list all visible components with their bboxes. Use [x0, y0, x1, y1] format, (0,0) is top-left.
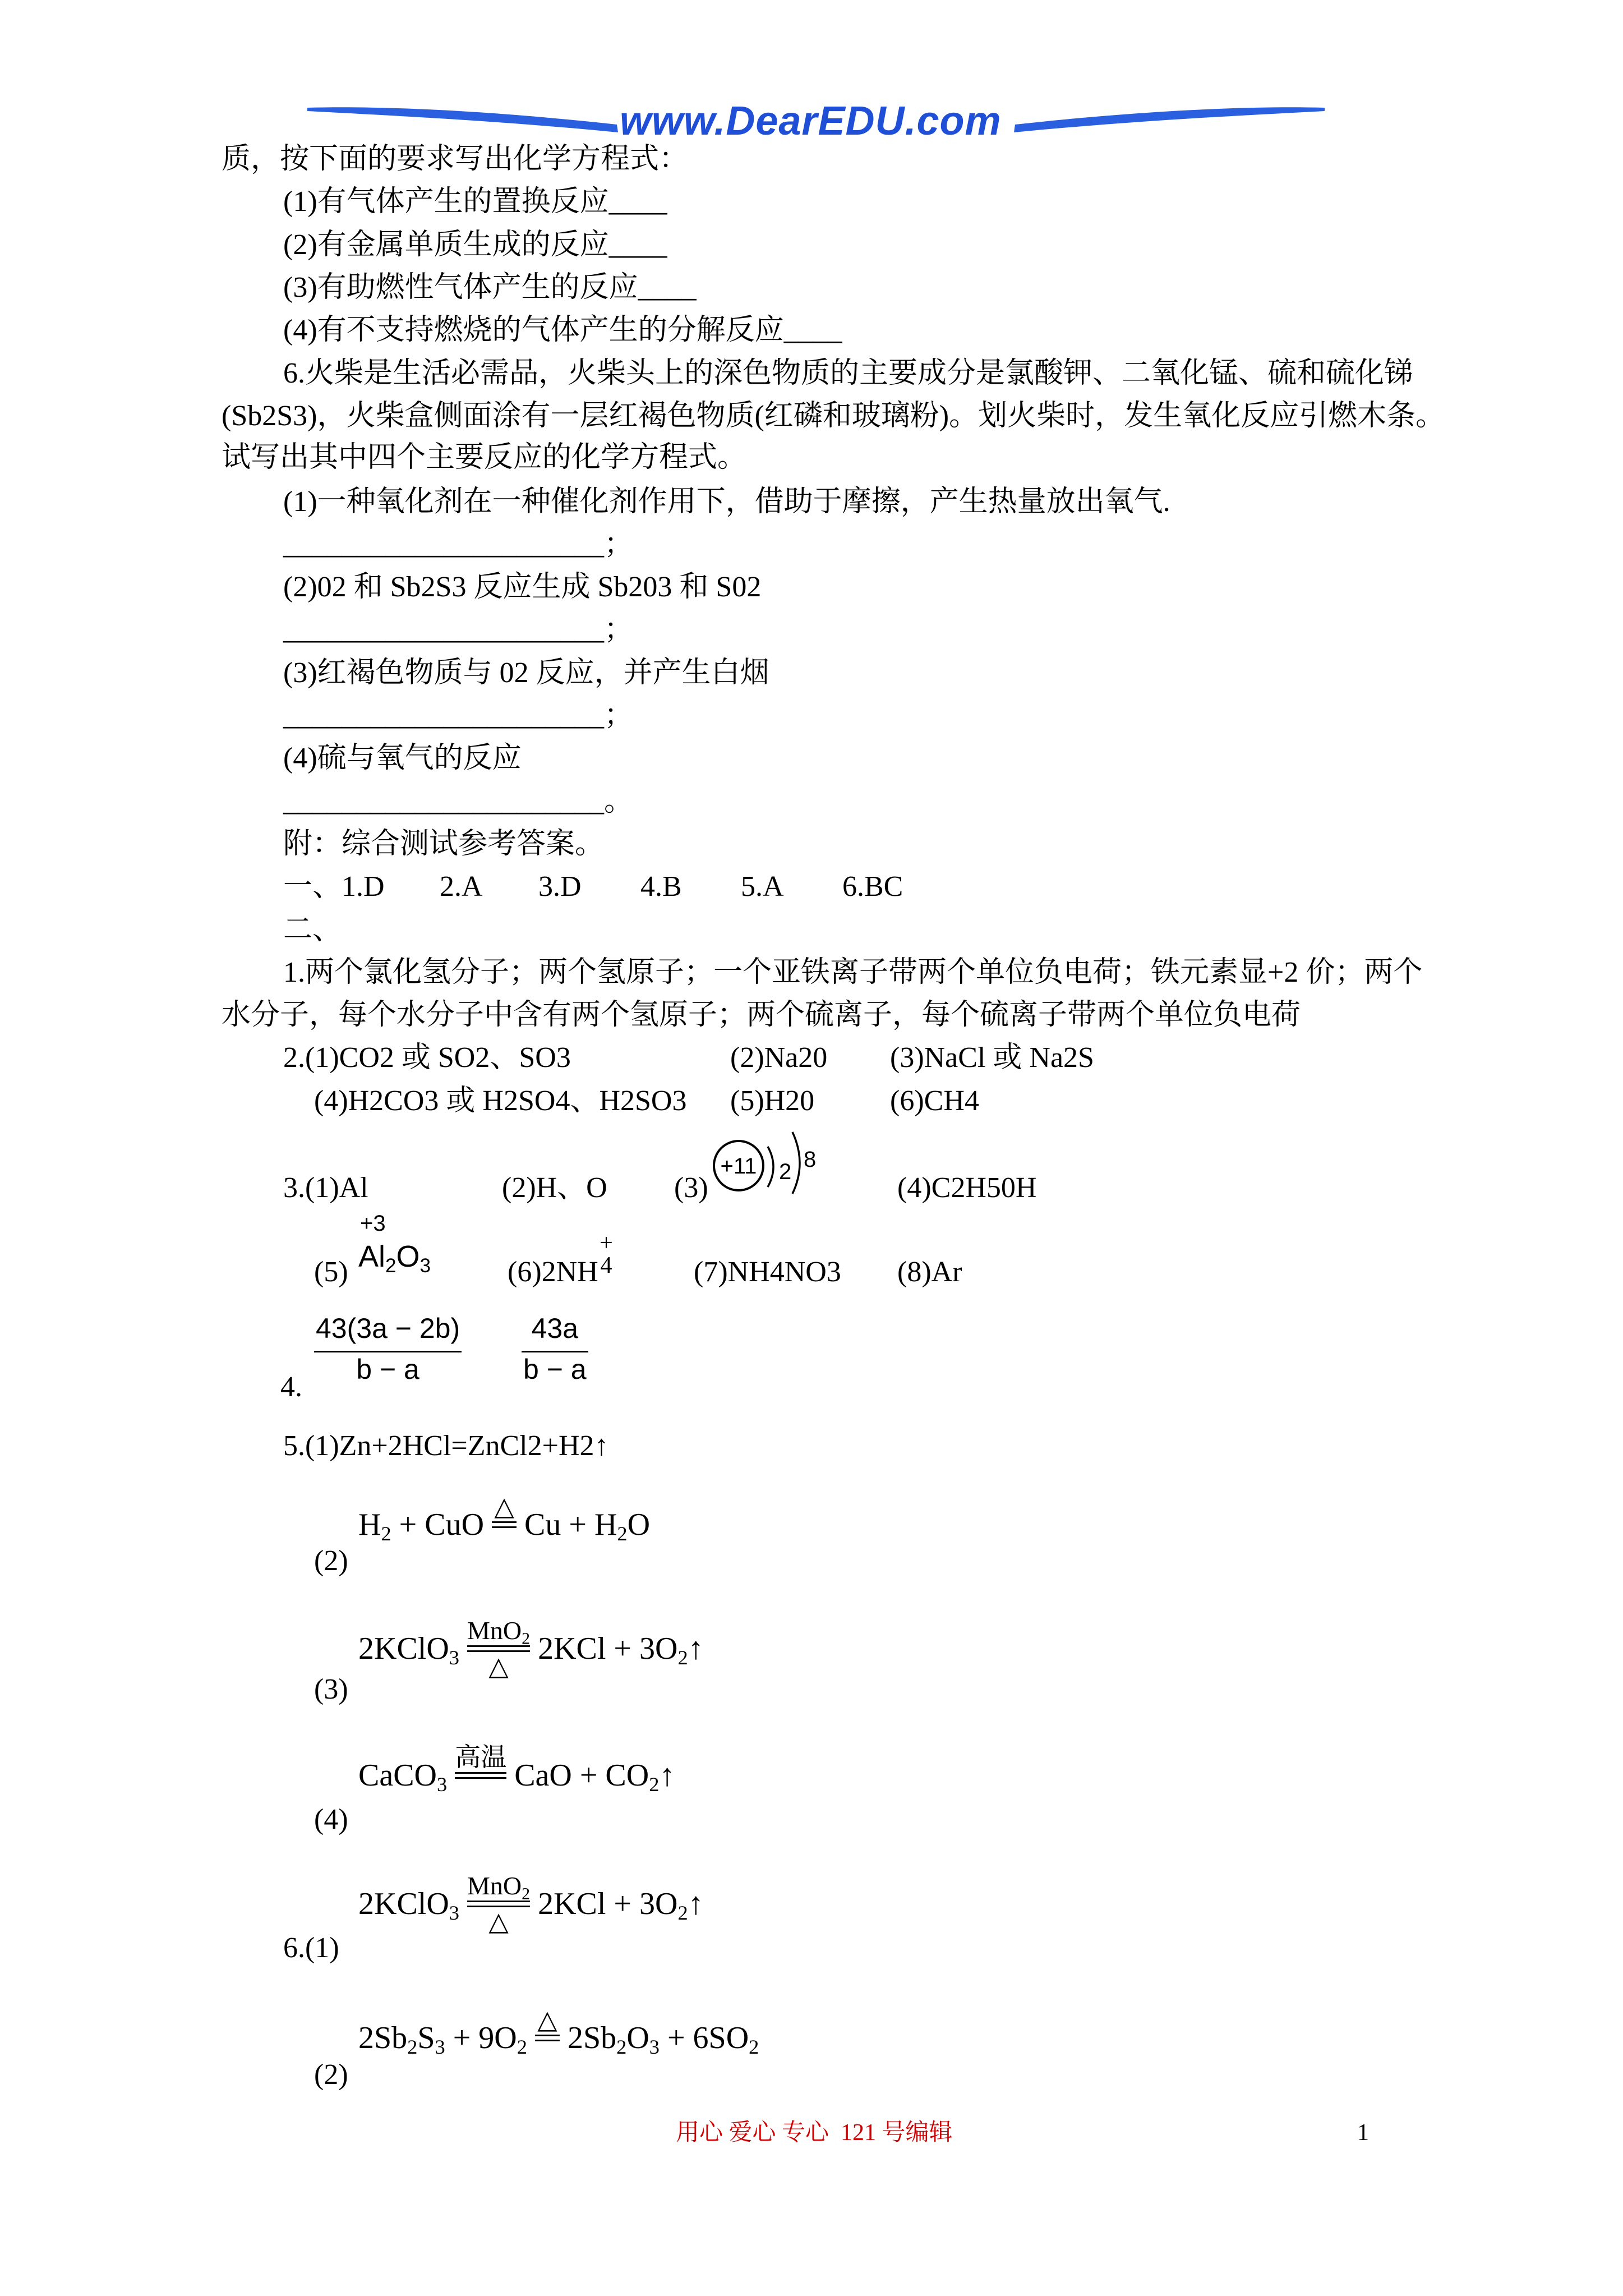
- equation-label: (3): [314, 1673, 348, 1705]
- equation-label: 6.(1): [283, 1932, 339, 1964]
- formula-text: H: [358, 1507, 381, 1542]
- formula-subscript: 2: [517, 2036, 527, 2059]
- formula-text: O: [626, 2021, 649, 2055]
- formula-subscript: 2: [616, 2036, 627, 2059]
- answer-2-item: (5)H20: [730, 1085, 815, 1117]
- formula-subscript: 2: [522, 1884, 531, 1903]
- answer-2-item: 2.(1)CO2 或 SO2、SO3: [283, 1042, 571, 1074]
- equation-label: (4): [314, 1803, 348, 1835]
- condition-top: [467, 1871, 530, 1901]
- chemical-equation: [358, 1491, 650, 1558]
- equals-bar: [492, 1521, 517, 1528]
- formula-text: ↑: [659, 1758, 675, 1793]
- formula-text: O: [627, 1507, 651, 1542]
- q6-part-prompt: (1)一种氧化剂在一种催化剂作用下，借助于摩擦，产生热量放出氧气.: [283, 486, 1170, 518]
- formula-subscript: 2: [385, 1254, 396, 1277]
- q5-item: (1)有气体产生的置换反应____: [283, 186, 667, 218]
- formula-text: △: [494, 1492, 514, 1521]
- equals-bar: [535, 2035, 560, 2041]
- formula-subscript: 3: [419, 1254, 431, 1277]
- answer-3-item: (4)C2H50H: [897, 1172, 1037, 1204]
- part1-answer: 6.BC: [842, 871, 903, 903]
- reaction-condition: [453, 1743, 509, 1808]
- q6-stem-line: 6.火柴是生活必需品，火柴头上的深色物质的主要成分是氯酸钾、二氧化锰、硫和硫化锑: [283, 357, 1414, 389]
- reaction-condition: [533, 2005, 562, 2070]
- formula-text: 2KClO: [358, 1631, 449, 1666]
- formula-subscript: 2: [677, 1902, 688, 1925]
- formula-subscript: 2: [617, 1522, 628, 1545]
- formula-text: MnO: [467, 1616, 522, 1645]
- equation-reactants: [358, 1631, 459, 1667]
- q6-answer-blank: ______________________；: [283, 528, 634, 560]
- answer-4-label: 4.: [280, 1371, 302, 1403]
- formula-text: CaO + CO: [514, 1758, 649, 1793]
- part1-answer: 4.B: [640, 871, 682, 903]
- formula-subscript: 2: [677, 1646, 688, 1669]
- equation-label: (2): [314, 2059, 348, 2091]
- formula-text: + CuO: [391, 1507, 485, 1542]
- reaction-condition: [490, 1492, 519, 1557]
- part2-title: 二、: [283, 914, 342, 946]
- chemical-equation: [358, 2004, 759, 2072]
- formula-subscript: 2: [749, 2036, 759, 2059]
- equation-reactants: [358, 1507, 484, 1543]
- part1-answer: 一、1.D: [283, 871, 385, 903]
- equation-reactants: [358, 2020, 527, 2059]
- equation-products: [567, 2020, 759, 2059]
- left-swoosh: [307, 107, 618, 132]
- formula-text: △: [488, 1652, 509, 1681]
- part1-answer: 5.A: [741, 871, 784, 903]
- ion-subscript: 4: [600, 1253, 612, 1278]
- part1-answer: 2.A: [440, 871, 483, 903]
- answer-3-item: 3.(1)Al: [283, 1172, 368, 1204]
- q5-item: (2)有金属单质生成的反应____: [283, 229, 667, 261]
- shell-electron-count: 8: [804, 1147, 817, 1172]
- equation-reactants: [358, 1757, 448, 1796]
- reaction-condition: [465, 1871, 532, 1936]
- answer-1-line: 1.两个氯化氢分子；两个氢原子；一个亚铁离子带两个单位负电荷；铁元素显+2 价；两个: [283, 956, 1423, 988]
- right-swoosh: [1014, 107, 1325, 132]
- formula-text: 高温: [455, 1743, 507, 1772]
- q5-intro: 质，按下面的要求写出化学方程式：: [222, 143, 689, 175]
- fraction-numerator: 43a: [531, 1313, 579, 1344]
- formula-text: + 9O: [445, 2021, 517, 2055]
- shell-electron-count: 2: [779, 1159, 792, 1184]
- formula-text: △: [537, 2005, 557, 2034]
- q6-stem-line: (Sb2S3)，火柴盒侧面涂有一层红褐色物质(红磷和玻璃粉)。划火柴时，发生氧化反应引燃木条。: [222, 400, 1445, 432]
- chemical-equation: [358, 1742, 675, 1809]
- equals-bar: [467, 1901, 530, 1907]
- reaction-condition: [465, 1616, 532, 1681]
- answer-3-item: (8)Ar: [897, 1256, 962, 1288]
- chemical-equation: [358, 1615, 704, 1682]
- q6-part-prompt: (2)02 和 Sb2S3 反应生成 Sb203 和 S02: [283, 571, 762, 603]
- chemical-equation: [358, 1870, 704, 1938]
- answer-3-item: (3): [674, 1172, 708, 1204]
- answer-3-item: (2)H、O: [502, 1172, 607, 1204]
- electron-shell-arc: [792, 1132, 800, 1194]
- q6-part-prompt: (3)红褐色物质与 02 反应，并产生白烟: [283, 657, 769, 689]
- q6-part-prompt: (4)硫与氧气的反应: [283, 742, 522, 774]
- equation-reactants: [358, 1886, 459, 1925]
- condition-bottom: [488, 1907, 508, 1936]
- answer-2-item: (4)H2CO3 或 H2SO4、H2SO3: [314, 1085, 687, 1117]
- formula-subscript: 2: [522, 1629, 531, 1648]
- condition-top: [537, 2005, 557, 2035]
- sodium-ion-structure-diagram: [709, 1122, 830, 1195]
- formula-text: S: [417, 2021, 435, 2055]
- formula-text: 2KClO: [358, 1887, 449, 1921]
- formula-subscript: 2: [381, 1522, 391, 1545]
- formula-subscript: 3: [449, 1902, 459, 1925]
- formula-text: △: [488, 1907, 509, 1936]
- condition-top: [494, 1492, 514, 1521]
- condition-top: [455, 1743, 506, 1772]
- part1-answer: 3.D: [538, 871, 582, 903]
- page-number: 1: [1357, 2120, 1369, 2146]
- answer-2-item: (3)NaCl 或 Na2S: [890, 1042, 1094, 1074]
- al2o3-formula: [358, 1239, 431, 1277]
- footer-slogan: 用心 爱心 专心 121 号编辑: [676, 2120, 953, 2146]
- equation-products: [538, 1886, 704, 1925]
- formula-text: 2KCl + 3O: [538, 1631, 678, 1666]
- q6-answer-blank: ______________________。: [283, 785, 634, 817]
- q6-answer-blank: ______________________；: [283, 700, 634, 731]
- formula-subscript: 3: [449, 1646, 459, 1669]
- equation-products: [514, 1757, 675, 1796]
- formula-text: ↑: [688, 1887, 704, 1921]
- formula-text: 2Sb: [358, 2021, 408, 2055]
- fraction: [314, 1312, 462, 1386]
- answer-3-item: (5): [314, 1256, 348, 1288]
- answer-1-line: 水分子，每个水分子中含有两个氢原子；两个硫离子，每个硫离子带两个单位负电荷: [222, 999, 1301, 1031]
- formula-subscript: 3: [649, 2036, 660, 2059]
- answer-3-item: (6)2NH: [508, 1256, 598, 1288]
- formula-subscript: 3: [437, 1773, 448, 1796]
- formula-text: 2Sb: [567, 2021, 617, 2055]
- answer-5-line: 5.(1)Zn+2HCl=ZnCl2+H2↑: [283, 1430, 609, 1462]
- valence-mark: +3: [360, 1211, 386, 1236]
- fraction-denominator: b − a: [523, 1354, 587, 1385]
- formula-text: + 6SO: [659, 2021, 749, 2055]
- fraction-denominator: b − a: [356, 1354, 419, 1385]
- formula-text: Al: [358, 1240, 386, 1273]
- answers-title: 附：综合测试参考答案。: [283, 828, 605, 860]
- fraction-numerator: 43(3a − 2b): [316, 1313, 460, 1344]
- condition-top: [467, 1616, 531, 1648]
- formula-text: O: [396, 1240, 420, 1273]
- equals-bar: [467, 1645, 530, 1652]
- formula-subscript: 2: [649, 1773, 660, 1796]
- ammonium-charge-stack: [597, 1232, 616, 1277]
- formula-text: CaCO: [358, 1758, 437, 1793]
- fraction: [522, 1312, 588, 1386]
- q6-answer-blank: ______________________；: [283, 614, 634, 646]
- condition-bottom: [488, 1652, 508, 1681]
- answer-2-item: (2)Na20: [730, 1042, 828, 1074]
- answer-3-item: (7)NH4NO3: [694, 1256, 841, 1288]
- formula-subscript: 3: [435, 2036, 445, 2059]
- q5-item: (4)有不支持燃烧的气体产生的分解反应____: [283, 314, 842, 346]
- site-logo: www.DearEDU.com: [620, 99, 1002, 144]
- formula-text: ↑: [688, 1631, 704, 1666]
- ion-charge: +: [600, 1230, 613, 1256]
- answer-2-item: (6)CH4: [890, 1085, 979, 1117]
- equals-bar: [455, 1772, 506, 1779]
- q5-item: (3)有助燃性气体产生的反应____: [283, 272, 697, 303]
- electron-shell-arc: [768, 1147, 773, 1187]
- formula-text: MnO: [467, 1871, 522, 1900]
- formula-text: Cu + H: [524, 1507, 617, 1542]
- equation-label: (2): [314, 1545, 348, 1577]
- formula-subscript: 2: [407, 2036, 418, 2059]
- equation-products: [538, 1631, 704, 1667]
- q6-stem-line: 试写出其中四个主要反应的化学方程式。: [222, 441, 747, 473]
- equation-products: [524, 1507, 650, 1543]
- nucleus-charge: +11: [720, 1154, 757, 1179]
- formula-text: 2KCl + 3O: [538, 1887, 678, 1921]
